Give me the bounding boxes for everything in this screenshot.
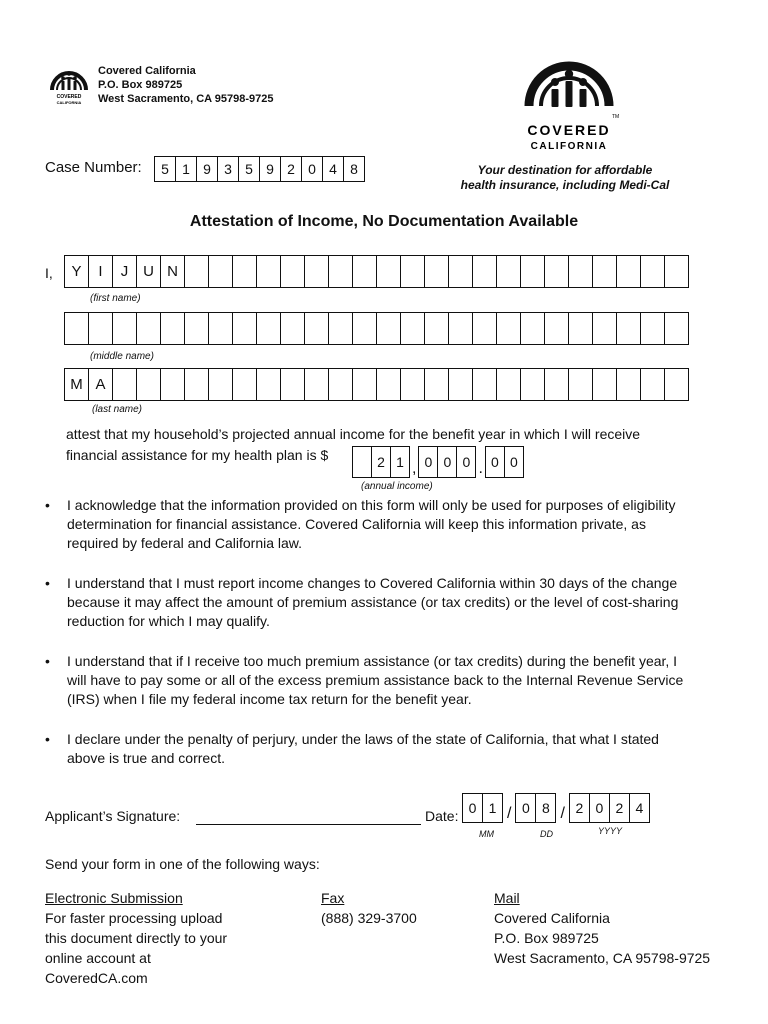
acknowledgement-text: I understand that I must report income changes to Covered California within 30 days of the change because it may affect the amount of premium assistance (or tax credits) or the level of cost-sharing reduction for which I may qualify. <box>67 575 679 629</box>
last-name-char-box[interactable] <box>136 368 161 401</box>
bullet-dot: • <box>45 575 50 591</box>
last-name-char-box[interactable]: M <box>64 368 89 401</box>
date-month-digit-box[interactable]: 0 <box>462 793 483 823</box>
date-mm-label: MM <box>479 829 494 839</box>
middle-name-char-box[interactable] <box>640 312 665 345</box>
date-dd-label: DD <box>540 829 553 839</box>
last-name-char-box[interactable] <box>616 368 641 401</box>
form-title: Attestation of Income, No Documentation Available <box>189 213 579 230</box>
first-name-char-box[interactable] <box>544 255 569 288</box>
first-name-char-box[interactable]: N <box>160 255 185 288</box>
income-line1: attest that my household’s projected annual income for the benefit year in which I will receive <box>66 426 641 442</box>
first-name-char-box[interactable] <box>352 255 377 288</box>
signature-label: Applicant’s Signature: <box>45 808 181 824</box>
electronic-url[interactable]: CoveredCA.com <box>45 970 148 986</box>
middle-name-char-box[interactable] <box>136 312 161 345</box>
logo-small-word1: COVERED <box>56 94 82 100</box>
middle-name-char-box[interactable] <box>280 312 305 345</box>
last-name-char-box[interactable] <box>256 368 281 401</box>
acknowledgement-text: I acknowledge that the information provided on this form will only be used for purposes of eligibility determination for financial assistance. Covered California will keep this information private, as required by federal and California law. <box>67 497 676 551</box>
first-name-char-box[interactable] <box>616 255 641 288</box>
middle-name-char-box[interactable] <box>520 312 545 345</box>
income-digit-box[interactable]: 0 <box>418 446 438 478</box>
last-name-char-box[interactable] <box>568 368 593 401</box>
case-number-digit-box[interactable]: 1 <box>175 156 197 182</box>
bullet-dot: • <box>45 497 50 513</box>
date-yyyy-label: YYYY <box>598 826 623 836</box>
first-name-char-box[interactable] <box>664 255 689 288</box>
income-digit-box[interactable]: 1 <box>390 446 410 478</box>
first-name-char-box[interactable] <box>400 255 425 288</box>
acknowledgement-item <box>45 730 695 768</box>
logo-word2: CALIFORNIA <box>530 141 608 152</box>
case-number-digit-box[interactable]: 5 <box>238 156 260 182</box>
covered-california-logo-small <box>46 56 92 106</box>
date-day-digit-box[interactable]: 0 <box>515 793 536 823</box>
electronic-line: this document directly to your <box>45 930 228 946</box>
first-name-char-box[interactable] <box>184 255 209 288</box>
middle-name-char-box[interactable] <box>304 312 329 345</box>
case-number-digit-box[interactable]: 2 <box>280 156 302 182</box>
middle-name-char-box[interactable] <box>328 312 353 345</box>
case-number-digit-box[interactable]: 9 <box>259 156 281 182</box>
middle-name-char-box[interactable] <box>256 312 281 345</box>
middle-name-char-box[interactable] <box>592 312 617 345</box>
mail-line: Covered California <box>494 910 610 926</box>
tagline-line1: Your destination for affordable <box>477 163 653 177</box>
fax-section <box>321 888 417 928</box>
fax-heading: Fax <box>321 890 345 906</box>
middle-name-char-box[interactable] <box>568 312 593 345</box>
attest-prefix: I, <box>45 265 53 281</box>
electronic-submission-section <box>45 888 227 988</box>
middle-name-char-box[interactable] <box>400 312 425 345</box>
last-name-char-box[interactable] <box>112 368 137 401</box>
acknowledgement-text: I understand that if I receive too much premium assistance (or tax credits) during the benefit year, I will have to pay some or all of the excess premium assistance back to the Internal Revenue Service (IRS) when I file my federal income tax return for the benefit year. <box>67 653 684 707</box>
date-day-digit-box[interactable]: 8 <box>535 793 556 823</box>
first-name-char-box[interactable] <box>304 255 329 288</box>
last-name-char-box[interactable] <box>664 368 689 401</box>
tagline-line2: health insurance, including Medi-Cal <box>460 178 670 192</box>
mail-heading: Mail <box>494 890 520 906</box>
electronic-line: For faster processing upload <box>45 910 223 926</box>
case-number-digit-box[interactable]: 4 <box>322 156 344 182</box>
last-name-char-box[interactable] <box>472 368 497 401</box>
income-cents-boxes[interactable] <box>485 446 524 478</box>
date-day-boxes[interactable] <box>515 793 556 823</box>
last-name-char-box[interactable] <box>544 368 569 401</box>
date-year-digit-box[interactable]: 4 <box>629 793 650 823</box>
first-name-char-box[interactable] <box>424 255 449 288</box>
date-year-digit-box[interactable]: 0 <box>589 793 610 823</box>
date-field[interactable] <box>462 793 650 823</box>
middle-name-char-box[interactable] <box>184 312 209 345</box>
first-name-char-box[interactable] <box>496 255 521 288</box>
first-name-char-box[interactable] <box>592 255 617 288</box>
bullet-dot: • <box>45 731 50 747</box>
middle-name-char-box[interactable] <box>448 312 473 345</box>
middle-name-char-box[interactable] <box>160 312 185 345</box>
last-name-boxes[interactable] <box>64 368 689 401</box>
date-month-boxes[interactable] <box>462 793 503 823</box>
last-name-label: (last name) <box>92 404 143 415</box>
last-name-char-box[interactable] <box>640 368 665 401</box>
date-year-boxes[interactable] <box>569 793 650 823</box>
date-slash: / <box>507 805 512 822</box>
last-name-char-box[interactable] <box>376 368 401 401</box>
first-name-char-box[interactable] <box>208 255 233 288</box>
mail-line: West Sacramento, CA 95798-9725 <box>494 950 711 966</box>
case-number-digit-box[interactable]: 0 <box>301 156 323 182</box>
date-label: Date: <box>425 808 459 824</box>
income-digit-box[interactable] <box>352 446 372 478</box>
last-name-char-box[interactable] <box>280 368 305 401</box>
first-name-char-box[interactable] <box>568 255 593 288</box>
income-cents-box[interactable]: 0 <box>504 446 524 478</box>
case-number-digit-box[interactable]: 3 <box>217 156 239 182</box>
last-name-char-box[interactable] <box>592 368 617 401</box>
first-name-char-box[interactable] <box>376 255 401 288</box>
middle-name-char-box[interactable] <box>616 312 641 345</box>
case-number-digit-box[interactable]: 8 <box>343 156 365 182</box>
case-number-digit-box[interactable]: 5 <box>154 156 176 182</box>
first-name-char-box[interactable]: U <box>136 255 161 288</box>
middle-name-boxes[interactable] <box>64 312 689 345</box>
income-digit-box[interactable]: 0 <box>456 446 476 478</box>
logo-small-word2: CALIFORNIA <box>56 100 82 105</box>
middle-name-char-box[interactable] <box>352 312 377 345</box>
first-name-char-box[interactable] <box>472 255 497 288</box>
electronic-submission-heading: Electronic Submission <box>45 890 183 906</box>
first-name-char-box[interactable] <box>640 255 665 288</box>
electronic-line: online account at <box>45 950 151 966</box>
middle-name-char-box[interactable] <box>64 312 89 345</box>
fax-number: (888) 329-3700 <box>321 910 417 926</box>
date-year-digit-box[interactable]: 2 <box>569 793 590 823</box>
acknowledgement-item <box>45 574 695 631</box>
covered-california-logo-icon <box>46 56 92 106</box>
date-year-digit-box[interactable]: 2 <box>609 793 630 823</box>
middle-name-label: (middle name) <box>90 351 154 362</box>
middle-name-char-box[interactable] <box>88 312 113 345</box>
first-name-char-box[interactable] <box>232 255 257 288</box>
middle-name-char-box[interactable] <box>208 312 233 345</box>
last-name-char-box[interactable] <box>232 368 257 401</box>
first-name-char-box[interactable]: J <box>112 255 137 288</box>
income-digit-box[interactable]: 2 <box>371 446 391 478</box>
income-thousands-boxes[interactable] <box>352 446 410 478</box>
first-name-label: (first name) <box>90 293 141 304</box>
middle-name-char-box[interactable] <box>544 312 569 345</box>
date-slash: / <box>560 805 565 822</box>
middle-name-char-box[interactable] <box>424 312 449 345</box>
last-name-char-box[interactable] <box>448 368 473 401</box>
income-cents-box[interactable]: 0 <box>485 446 505 478</box>
middle-name-char-box[interactable] <box>376 312 401 345</box>
last-name-char-box[interactable]: A <box>88 368 113 401</box>
case-number-digit-box[interactable]: 9 <box>196 156 218 182</box>
last-name-char-box[interactable] <box>400 368 425 401</box>
covered-california-logo <box>514 34 624 154</box>
last-name-char-box[interactable] <box>208 368 233 401</box>
income-digit-box[interactable]: 0 <box>437 446 457 478</box>
acknowledgement-item <box>45 652 695 709</box>
annual-income-field[interactable] <box>352 446 524 478</box>
org-name: Covered California <box>98 65 196 77</box>
last-name-char-box[interactable] <box>424 368 449 401</box>
middle-name-char-box[interactable] <box>496 312 521 345</box>
org-po-box: P.O. Box 989725 <box>98 79 183 91</box>
first-name-boxes[interactable] <box>64 255 689 288</box>
first-name-char-box[interactable] <box>280 255 305 288</box>
last-name-char-box[interactable] <box>328 368 353 401</box>
middle-name-char-box[interactable] <box>664 312 689 345</box>
last-name-char-box[interactable] <box>304 368 329 401</box>
signature-line[interactable] <box>196 824 421 825</box>
first-name-char-box[interactable] <box>256 255 281 288</box>
last-name-char-box[interactable] <box>184 368 209 401</box>
mail-section <box>494 888 710 968</box>
first-name-char-box[interactable] <box>328 255 353 288</box>
middle-name-char-box[interactable] <box>472 312 497 345</box>
last-name-char-box[interactable] <box>160 368 185 401</box>
income-hundreds-boxes[interactable] <box>418 446 476 478</box>
first-name-char-box[interactable] <box>448 255 473 288</box>
org-city: West Sacramento, CA 95798-9725 <box>98 93 274 105</box>
bullet-dot: • <box>45 653 50 669</box>
middle-name-char-box[interactable] <box>232 312 257 345</box>
acknowledgement-item <box>45 496 695 553</box>
tagline <box>440 163 690 193</box>
first-name-char-box[interactable]: I <box>88 255 113 288</box>
send-intro: Send your form in one of the following ways: <box>45 856 320 872</box>
covered-california-logo-large-icon <box>514 34 624 154</box>
income-line2: financial assistance for my health plan is $ <box>66 447 329 463</box>
case-number-boxes <box>154 156 365 182</box>
logo-word1: COVERED <box>527 122 611 138</box>
header-address <box>98 64 273 106</box>
acknowledgement-text: I declare under the penalty of perjury, under the laws of the state of California, that what I stated above is true and correct. <box>67 731 659 766</box>
last-name-char-box[interactable] <box>352 368 377 401</box>
income-comma: , <box>412 460 417 477</box>
date-month-digit-box[interactable]: 1 <box>482 793 503 823</box>
first-name-char-box[interactable]: Y <box>64 255 89 288</box>
income-dot: . <box>478 460 483 477</box>
last-name-char-box[interactable] <box>520 368 545 401</box>
last-name-char-box[interactable] <box>496 368 521 401</box>
annual-income-label: (annual income) <box>361 481 433 492</box>
middle-name-char-box[interactable] <box>112 312 137 345</box>
mail-line: P.O. Box 989725 <box>494 930 599 946</box>
first-name-char-box[interactable] <box>520 255 545 288</box>
logo-tm: TM <box>612 114 620 120</box>
case-number-label: Case Number: <box>45 159 142 176</box>
